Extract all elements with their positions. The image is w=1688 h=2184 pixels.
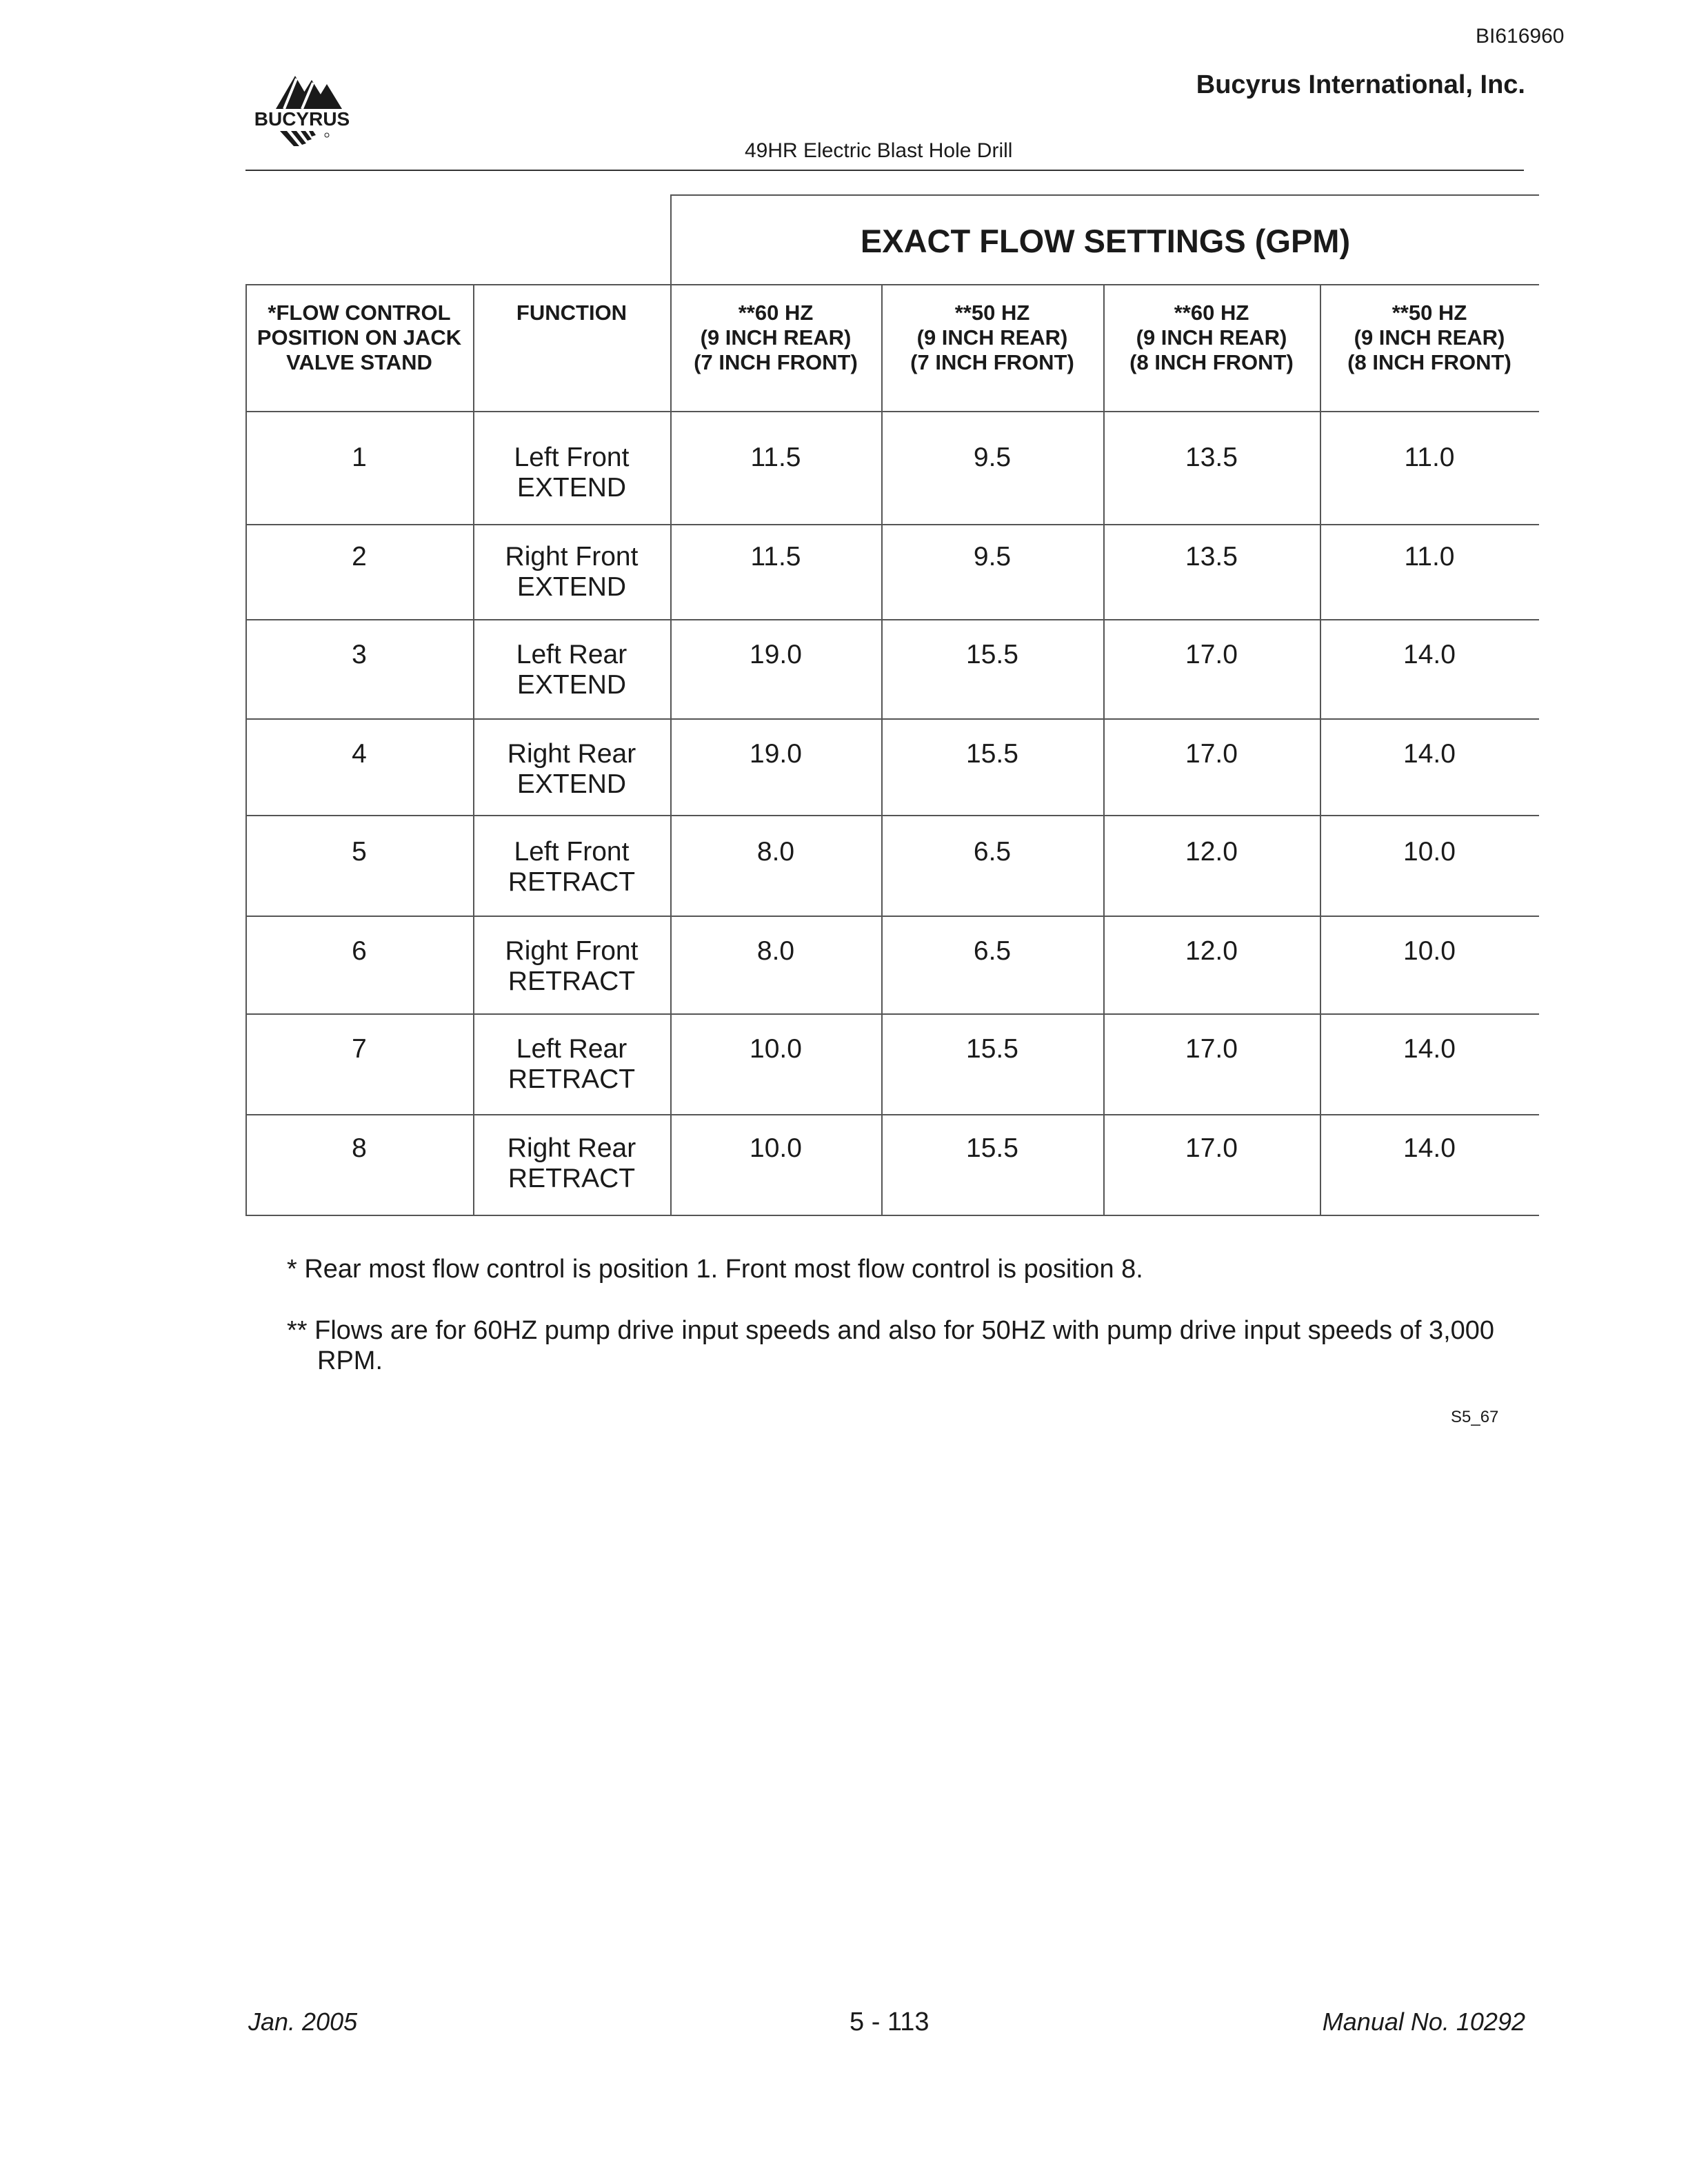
flow-value: 14.0 [1403,739,1456,769]
function-cell: Left Front RETRACT [508,837,636,897]
flow-value: 19.0 [750,640,802,669]
flow-value: 11.0 [1404,443,1455,472]
column-header-50hz-8in: **50 HZ (9 INCH REAR) (8 INCH FRONT) [1347,301,1511,374]
flow-value: 6.5 [973,837,1012,867]
table-line [245,916,1539,917]
table-line [670,194,1539,196]
logo-text: BUCYRUS [254,108,350,130]
figure-reference: S5_67 [1451,1408,1499,1426]
manual-number: Manual No. 10292 [1322,2008,1525,2036]
flow-value: 10.0 [1403,936,1456,966]
flow-value: 15.5 [966,1133,1018,1163]
flow-value: 11.0 [1404,542,1455,572]
flow-value: 13.5 [1185,542,1238,572]
table-line [245,619,1539,620]
table-line [245,524,1539,525]
footnote-position: * Rear most flow control is position 1. Front most flow control is position 8. [287,1255,1143,1284]
function-cell: Right Front EXTEND [505,542,639,602]
position-cell: 4 [352,739,367,769]
flow-value: 15.5 [966,640,1018,669]
position-cell: 5 [352,837,367,867]
position-cell: 7 [352,1034,367,1064]
flow-value: 10.0 [750,1034,802,1064]
position-cell: 2 [352,542,367,572]
flow-value: 11.5 [750,542,801,572]
flow-value: 14.0 [1403,1133,1456,1163]
position-cell: 1 [352,443,367,472]
footnote-flow: ** Flows are for 60HZ pump drive input speeds and also for 50HZ with pump drive input speeds of 3,000 RPM. [287,1316,1495,1375]
flow-value: 17.0 [1185,1034,1238,1064]
flow-value: 12.0 [1185,936,1238,966]
page-number: 5 - 113 [850,2008,930,2036]
column-header-50hz-7in: **50 HZ (9 INCH REAR) (7 INCH FRONT) [910,301,1074,374]
column-header-position: *FLOW CONTROL POSITION ON JACK VALVE STAND [257,301,462,374]
table-line [245,411,1539,412]
document-subtitle: 49HR Electric Blast Hole Drill [745,139,1013,162]
document-id: BI616960 [1476,25,1565,48]
table-line [245,1215,1539,1216]
flow-value: 10.0 [750,1133,802,1163]
function-cell: Right Rear EXTEND [507,739,636,799]
position-cell: 6 [352,936,367,966]
function-cell: Right Rear RETRACT [507,1133,636,1193]
table-title: EXACT FLOW SETTINGS (GPM) [860,223,1351,259]
table-line [245,1114,1539,1115]
function-cell: Left Rear RETRACT [508,1034,636,1094]
position-cell: 3 [352,640,367,669]
footer-date: Jan. 2005 [248,2008,358,2036]
table-line [245,815,1539,816]
table-line [245,1013,1539,1015]
flow-value: 13.5 [1185,443,1238,472]
flow-value: 19.0 [750,739,802,769]
table-line [245,718,1539,720]
flow-value: 15.5 [966,739,1018,769]
flow-value: 15.5 [966,1034,1018,1064]
flow-value: 6.5 [973,936,1012,966]
function-cell: Left Rear EXTEND [516,640,627,700]
flow-value: 8.0 [756,936,795,966]
column-header-60hz-7in: **60 HZ (9 INCH REAR) (7 INCH FRONT) [694,301,858,374]
function-cell: Right Front RETRACT [505,936,639,996]
flow-value: 14.0 [1403,1034,1456,1064]
bucyrus-logo [240,69,364,152]
flow-value: 12.0 [1185,837,1238,867]
flow-value: 17.0 [1185,1133,1238,1163]
flow-value: 9.5 [973,542,1012,572]
flow-value: 17.0 [1185,739,1238,769]
flow-value: 11.5 [750,443,801,472]
flow-value: 8.0 [756,837,795,867]
table-line [245,284,1539,285]
position-cell: 8 [352,1133,367,1163]
flow-value: 9.5 [973,443,1012,472]
flow-value: 17.0 [1185,640,1238,669]
header-rule [245,170,1524,171]
column-header-function: FUNCTION [516,301,627,325]
flow-value: 10.0 [1403,837,1456,867]
company-name: Bucyrus International, Inc. [1196,70,1525,99]
function-cell: Left Front EXTEND [514,443,630,503]
column-header-60hz-8in: **60 HZ (9 INCH REAR) (8 INCH FRONT) [1129,301,1294,374]
flow-value: 14.0 [1403,640,1456,669]
